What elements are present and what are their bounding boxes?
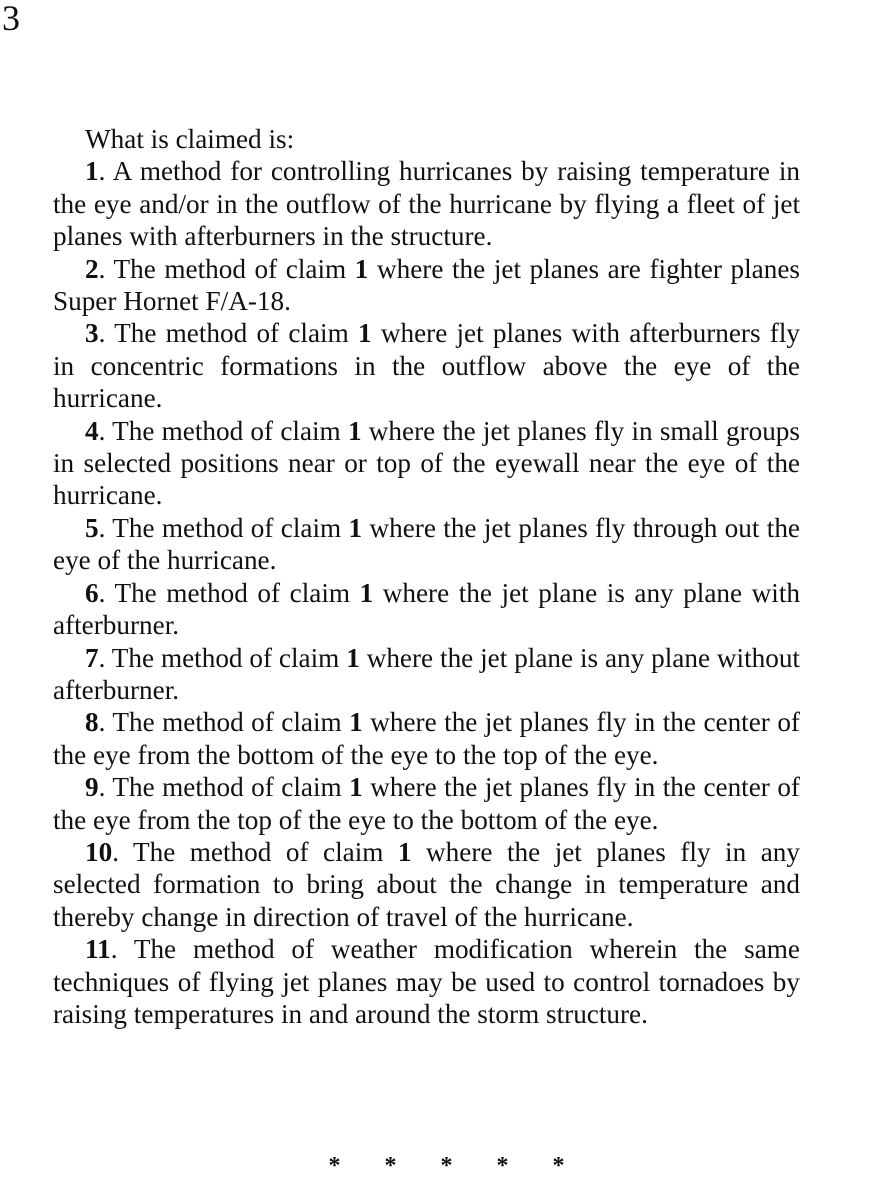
asterisk-mark: * xyxy=(440,1153,453,1179)
claim-reference: 1 xyxy=(346,642,360,673)
asterisk-mark: * xyxy=(496,1153,509,1179)
claim-lead: . The method of claim xyxy=(98,772,350,803)
claim-reference: 1 xyxy=(349,772,363,803)
claim-lead: . The method of claim xyxy=(98,642,347,673)
claim-reference: 1 xyxy=(347,415,362,446)
claim-11 xyxy=(53,933,800,1030)
claim-text: where the jet plane is any plane with afterburner. xyxy=(53,577,800,641)
claim-number: 7 xyxy=(85,642,99,673)
claims-section xyxy=(53,123,800,1030)
claim-text: The method of weather modification wherein the same techniques of flying jet planes may be used to control tornadoes by raising temperatures in and around the storm structure. xyxy=(53,934,800,1029)
claim-number: 9 xyxy=(85,772,99,803)
claims-heading: What is claimed is: xyxy=(85,124,295,154)
claim-text: where the jet planes fly in small groups in selected positions near or top of the eyewall near the eye of the hurricane. xyxy=(53,415,800,511)
claim-text: where the jet planes are fighter planes Super Hornet F/A-18. xyxy=(53,253,800,317)
claim-lead: . The method of claim xyxy=(98,253,355,284)
claim-number: 11 xyxy=(85,934,111,965)
claim-lead: . The method of claim xyxy=(98,415,348,446)
claim-reference: 1 xyxy=(397,836,412,867)
claim-6 xyxy=(53,577,800,642)
claim-text: where the jet planes fly in the center of the eye from the bottom of the eye to the top of the eye. xyxy=(53,707,800,770)
asterisk-mark: * xyxy=(328,1153,341,1179)
claims-list xyxy=(53,155,800,1030)
claim-lead: . xyxy=(110,934,134,965)
claim-number: 3 xyxy=(85,318,99,349)
claim-1 xyxy=(53,155,800,252)
claim-lead: . The method of claim xyxy=(98,512,349,543)
claim-text: where the jet planes fly through out the eye of the hurricane. xyxy=(53,512,800,576)
claim-number: 6 xyxy=(85,577,99,608)
claim-text: where the jet planes fly in the center of the eye from the top of the eye to the bottom of the eye. xyxy=(53,772,800,835)
asterisk-mark: * xyxy=(384,1153,397,1179)
claim-reference: 1 xyxy=(348,512,363,543)
claim-reference: 1 xyxy=(359,577,374,608)
claim-lead: . The method of claim xyxy=(98,707,350,738)
claim-number: 10 xyxy=(85,836,113,867)
claim-9 xyxy=(53,771,800,836)
claim-reference: 1 xyxy=(354,253,369,284)
claim-5 xyxy=(53,512,800,577)
claim-3 xyxy=(53,317,800,414)
claim-text: where the jet planes fly in any selected formation to bring about the change in temperature and thereby change in direction of travel of the hurricane. xyxy=(53,836,800,932)
claim-number: 5 xyxy=(85,512,99,543)
claim-text: where jet planes with afterburners fly in concentric formations in the outflow above the eye of the hurricane. xyxy=(53,318,800,414)
claim-2 xyxy=(53,253,800,318)
claim-text: A method for controlling hurricanes by raising temperature in the eye and/or in the outflow of the hurricane by flying a fleet of jet planes with afterburners in the structure. xyxy=(53,156,801,252)
end-of-claims-marks xyxy=(0,1152,893,1180)
claim-text: where the jet plane is any plane without afterburner. xyxy=(53,642,800,705)
claim-8 xyxy=(53,706,800,771)
claim-10 xyxy=(53,836,800,933)
asterisk-mark: * xyxy=(552,1153,565,1179)
claim-number: 4 xyxy=(85,415,99,446)
claim-reference: 1 xyxy=(349,707,363,738)
claim-lead: . The method of claim xyxy=(98,318,358,349)
claim-number: 1 xyxy=(85,156,99,187)
claim-4 xyxy=(53,415,800,512)
claim-lead: . The method of claim xyxy=(98,577,360,608)
claim-reference: 1 xyxy=(358,318,372,349)
claim-7 xyxy=(53,642,800,707)
page-number: 3 xyxy=(2,0,20,38)
claim-number: 8 xyxy=(85,707,99,738)
claim-lead: . xyxy=(98,156,113,187)
claim-lead: . The method of claim xyxy=(112,836,398,867)
claim-number: 2 xyxy=(85,253,99,284)
